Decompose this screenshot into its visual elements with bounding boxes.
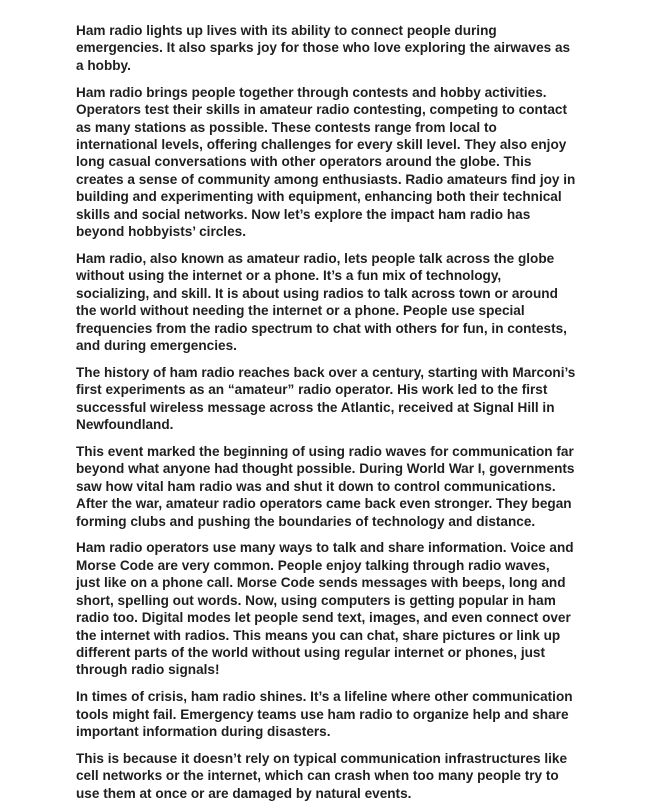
paragraph-contests-hobby: Ham radio brings people together through contests and hobby activities. Operators test their skills in amateur radio contesting, competing to contact as many stations as possible. These contests range from local to international levels, offering challenges for every skill level. They also enjoy long casual conversations with other operators around the globe. This creates a sense of community among enthusiasts. Radio amateurs find joy in building and experimenting with equipment, enhancing both their technical skills and social networks. Now let’s explore the impact ham radio has beyond hobbyists’ circles. — [76, 84, 576, 239]
document-body — [76, 22, 576, 812]
paragraph-emergency-intro: Ham radio lights up lives with its ability to connect people during emergencies. It also sparks joy for those who love exploring the airwaves as a hobby. — [76, 23, 571, 73]
paragraph-crisis: In times of crisis, ham radio shines. It’s a lifeline where other communication tools might fail. Emergency teams use ham radio to organize help and share important information during disasters. — [76, 689, 573, 740]
paragraph-infrastructure: This is because it doesn’t rely on typical communication infrastructures like cell networks or the internet, which can crash when too many people try to use them at once or are damaged by natural events. — [76, 750, 568, 801]
paragraph-history-wwi: This event marked the beginning of using radio waves for communication far beyond what anyone had thought possible. During World War I, governments saw how vital ham radio was and shut it down to control communications. After the war, amateur radio operators came back even stronger. They began forming clubs and pushing the boundaries of technology and distance. — [76, 443, 575, 529]
paragraph-communication-modes: Ham radio operators use many ways to talk and share information. Voice and Morse Code are very common. People enjoy talking through radio waves, just like on a phone call. Morse Code sends messages with beeps, long and short, spelling out words. Now, using computers is getting popular in ham radio too. Digital modes let people send text, images, and even connect over the internet with radios. This means you can chat, share pictures or link up different parts of the world without using regular internet or phones, just through radio signals! — [76, 540, 574, 678]
paragraph-what-is-ham-radio: Ham radio, also known as amateur radio, lets people talk across the globe without using the internet or a phone. It’s a fun mix of technology, socializing, and skill. It is about using radios to talk across town or around the world without needing the internet or a phone. People use special frequencies from the radio spectrum to chat with others for fun, in contests, and during emergencies. — [76, 250, 567, 353]
paragraph-history-marconi: The history of ham radio reaches back over a century, starting with Marconi’s first experiments as an “amateur” radio operator. His work led to the first successful wireless message across the Atlantic, received at Signal Hill in Newfoundland. — [76, 364, 576, 433]
